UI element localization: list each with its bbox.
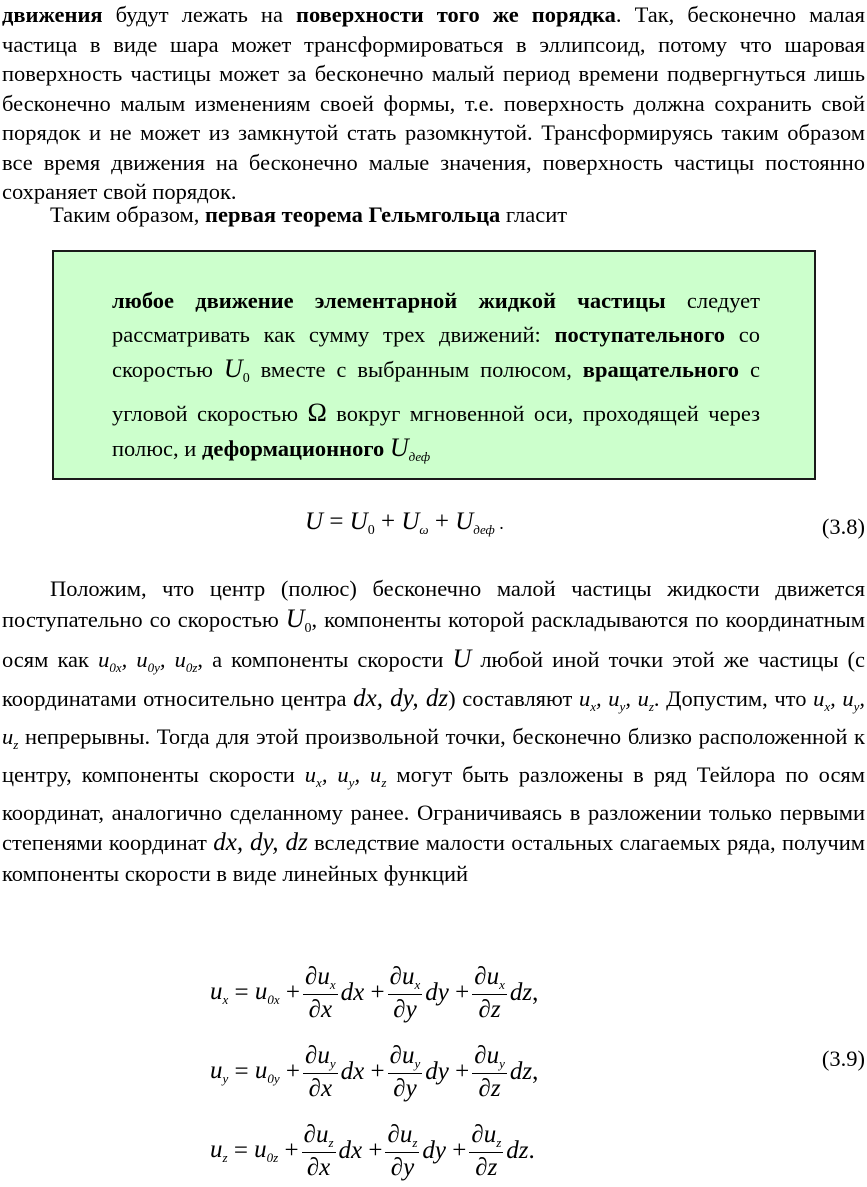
text-span: с угловой скоростью	[112, 357, 760, 426]
bold-term: любое движение элементарной жидкой частицы	[112, 288, 666, 313]
subscript: 0	[304, 621, 312, 637]
bold-term: вращательного	[582, 357, 740, 382]
text-span: ) составляют	[448, 685, 580, 711]
equation-row: $u_y$ = $u_{0y}$ + $\frac{\partial u_y}{\partial x}$ dx + $\frac{\partial u_y}{\partial y}$ dy + $\frac{\partial u_y}{\partial z}$ dz ,	[210, 1041, 539, 1102]
text-span: непрерывны. Тогда для этой произвольной точки, бесконечно близко расположенной к центру, компоненты скорости	[2, 723, 865, 788]
symbol-U: U	[285, 604, 305, 634]
eq-term: U	[349, 508, 368, 535]
eq-term: $u_{0x}$	[254, 978, 280, 1007]
text-span: вокруг мгновенной оси, проходящей через полюс, и	[112, 401, 760, 461]
text-span: вместе с выбранным полюсом,	[249, 357, 583, 382]
text-span: вследствие малости остальных слагаемых ряда, получим компоненты скорости в виде линейных функций	[2, 830, 866, 886]
theorem-text	[112, 284, 760, 474]
period: .	[494, 513, 504, 533]
plus-sign: +	[428, 508, 456, 535]
equation-3-8	[305, 508, 504, 539]
symbol-U: U	[223, 354, 243, 383]
subscript: деф	[473, 522, 495, 537]
partial-fraction: $\frac{\partial u_x}{\partial z}$	[474, 962, 505, 1023]
eq-sign: =	[323, 508, 350, 535]
bold-term: поступательного	[554, 322, 726, 347]
dx-dy-dz: dx, dy, dz	[353, 684, 449, 712]
partial-fraction: $\frac{\partial u_z}{\partial x}$	[303, 1120, 334, 1181]
text-span: гласит	[500, 202, 568, 227]
partial-fraction: $\frac{\partial u_y}{\partial y}$	[389, 1041, 421, 1102]
text-span: . Так, бесконечно малая частица в виде шара может трансформироваться в эллипсоид, потому что шаровая поверхность частицы может за бесконечно малый период времени подвергнуться лишь бесконечно малым изменениям своей формы, т.е. поверхность должна сохранить свой порядок и не может из замкнутой стать разомкнутой. Трансформируясь таким образом все время движения на бесконечно малые значения, поверхность частицы постоянно сохраняет свой порядок.	[2, 2, 865, 204]
paragraph-1	[2, 0, 865, 207]
eq-term: U	[401, 508, 420, 535]
text-span: , а компоненты скорости	[197, 647, 453, 673]
text-span: следует рассматривать как сумму трех движений:	[112, 288, 760, 347]
eq-lhs: $u_z$	[210, 1136, 228, 1165]
text-span: . Допустим, что	[653, 685, 814, 711]
text-span: , компоненты которой раскладываются по координатным осям как	[2, 607, 865, 673]
bold-term: движения	[2, 2, 103, 27]
partial-fraction: $\frac{\partial u_y}{\partial z}$	[474, 1041, 505, 1102]
subscript: деф	[408, 449, 431, 464]
equation-number: (3.8)	[821, 514, 865, 539]
symbol-U: U	[389, 433, 409, 462]
text-span: Таким образом,	[50, 202, 206, 227]
u0-components: $u_{0x}$, $u_{0y}$, $u_{0z}$	[98, 647, 198, 676]
bold-term: деформационного	[201, 436, 385, 461]
u-components: $u_x$, $u_y$, $u_z$	[2, 685, 866, 752]
text-span: любой иной точки этой же частицы (с координатами относительно центра	[2, 647, 866, 711]
eq-lhs: $u_x$	[210, 978, 229, 1007]
equation-row: $u_z$ = $u_{0z}$ + $\frac{\partial u_z}{\partial x}$ dx + $\frac{\partial u_z}{\partial y}$ dy + $\frac{\partial u_z}{\partial z}$ dz .	[210, 1120, 535, 1181]
text-span: Положим, что центр (полюс) бесконечно малой частицы жидкости движется поступательно со скоростью	[2, 576, 865, 633]
dx-dy-dz: dx, dy, dz	[213, 829, 308, 857]
partial-fraction: $\frac{\partial u_y}{\partial x}$	[305, 1041, 336, 1102]
equation-row: $u_x$ = $u_{0x}$ + $\frac{\partial u_x}{\partial x}$ dx + $\frac{\partial u_x}{\partial y}$ dy + $\frac{\partial u_x}{\partial z}$ dz ,	[210, 962, 539, 1023]
eq-term: U	[455, 508, 474, 535]
partial-fraction: $\frac{\partial u_z}{\partial z}$	[471, 1120, 502, 1181]
text-span: будут лежать на	[102, 2, 296, 27]
u-components: $u_x$, $u_y$, $u_z$	[304, 762, 387, 791]
text-span: со скоростью	[112, 322, 760, 382]
partial-fraction: $\frac{\partial u_x}{\partial x}$	[305, 962, 336, 1023]
paragraph-3	[2, 574, 865, 889]
symbol-U: U	[452, 644, 472, 674]
subscript: 0	[242, 371, 250, 386]
bold-term: поверхности того же порядка	[295, 2, 616, 27]
text-span: могут быть разложены в ряд Тейлора по осям координат, аналогично сделанному ранее. Ограничиваясь в разложении только первыми степенями координат	[2, 762, 866, 856]
plus-sign: +	[374, 508, 402, 535]
subscript: ω	[419, 522, 429, 537]
equation-number: (3.9)	[821, 1046, 865, 1071]
eq-term: U	[305, 508, 324, 535]
eq-term: $u_{0y}$	[254, 1057, 280, 1086]
partial-fraction: $\frac{\partial u_x}{\partial y}$	[389, 962, 421, 1023]
symbol-omega: Ω	[307, 398, 327, 427]
theorem-box	[52, 250, 816, 480]
eq-lhs: $u_y$	[210, 1057, 229, 1086]
paragraph-2	[2, 200, 865, 230]
partial-fraction: $\frac{\partial u_z}{\partial y}$	[387, 1120, 418, 1181]
eq-term: $u_{0z}$	[254, 1136, 279, 1165]
subscript: 0	[367, 523, 375, 538]
theorem-name: первая теорема Гельмгольца	[205, 202, 501, 227]
u-components: $u_x$, $u_y$, $u_z$	[579, 685, 654, 714]
